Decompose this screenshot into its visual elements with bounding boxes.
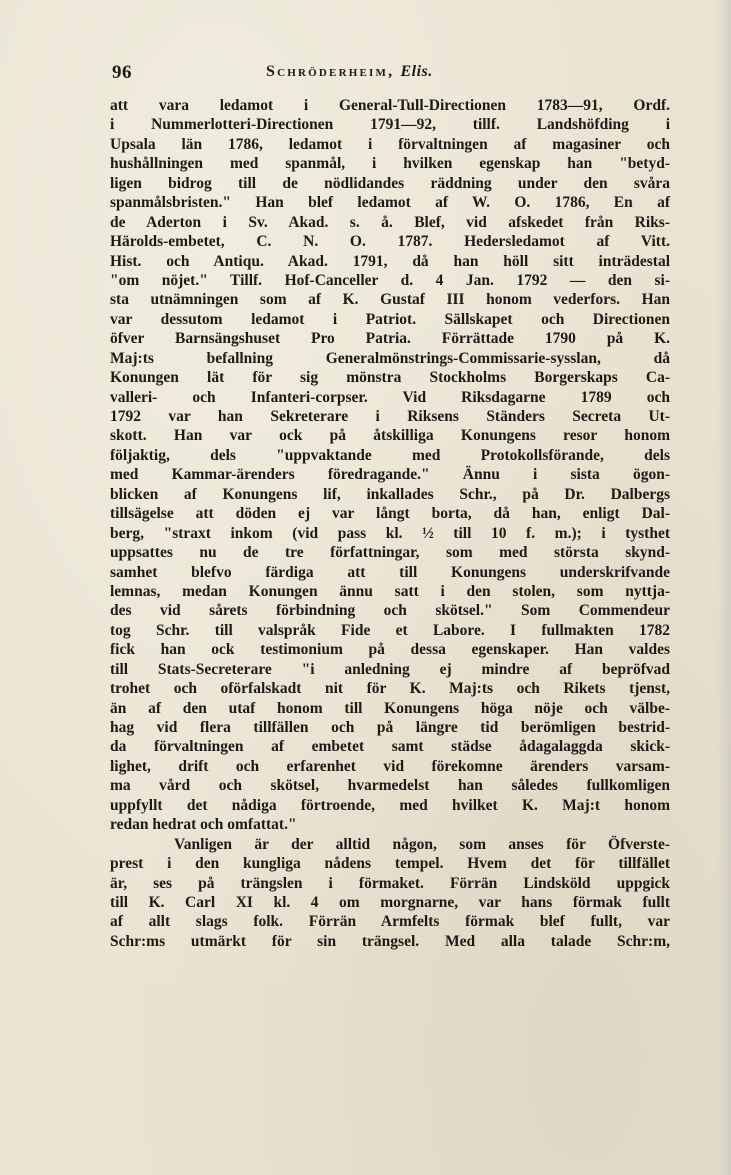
text-line: af allt slags folk. Förrän Armfelts förmak blef fullt, var (110, 913, 670, 931)
text-line: tillsägelse att döden ej var långt borta, då han, enligt Dal- (110, 505, 670, 523)
text-line: redan hedrat och omfattat." (110, 816, 297, 834)
text-line: Vanligen är der alltid någon, som anses för Öfverste- (174, 835, 670, 853)
text-line: uppsattes nu de tre författningar, som med största skynd- (110, 544, 670, 562)
text-line: valleri- och Infanteri-corpser. Vid Riksdagarne 1789 och (110, 388, 670, 406)
text-line: tog Schr. till valspråk Fide et Labore. I fullmakten 1782 (110, 621, 670, 639)
text-line: 1792 var han Sekreterare i Riksens Ständers Secreta Ut- (110, 408, 670, 425)
text-line: berg, "straxt inkom (vid pass kl. ½ till 10 f. m.); i tysthet (110, 524, 670, 542)
text-line: hushållningen med spanmål, i hvilken egenskap han "betyd- (110, 155, 670, 173)
text-line: des vid sårets förbindning och skötsel." Som Commendeur (110, 602, 670, 620)
text-line: sta utnämningen som af K. Gustaf III honom vederfors. Han (110, 291, 670, 309)
text-line: uppfyllt det nådiga förtroende, med hvilket K. Maj:t honom (110, 796, 670, 814)
text-line: till Stats-Secreterare "i anledning ej mindre af bepröfvad (110, 660, 670, 678)
text-line: "om nöjet." Tillf. Hof-Canceller d. 4 Jan. 1792 — den si- (110, 271, 670, 289)
body-text (110, 96, 670, 951)
text-line: skott. Han var ock på åtskilliga Konungens resor honom (110, 427, 670, 445)
text-line: hag vid flera tillfällen och på längre tid berömligen bestrid- (110, 719, 670, 736)
text-line: Härolds-embetet, C. N. O. 1787. Hedersledamot af Vitt. (110, 233, 670, 251)
text-line: lighet, drift och erfarenhet vid förekomne ärenders varsam- (110, 757, 670, 775)
text-line: da förvaltningen af embetet samt städse ådagalaggda skick- (110, 738, 670, 756)
text-line: de Aderton i Sv. Akad. s. å. Blef, vid afskedet från Riks- (110, 213, 670, 231)
text-line: till K. Carl XI kl. 4 om morgnarne, var hans förmak fullt (110, 893, 670, 911)
text-line: följaktig, dels "uppvaktande med Protokollsförande, dels (110, 446, 670, 464)
text-line: var dessutom ledamot i Patriot. Sällskapet och Directionen (110, 310, 670, 328)
text-line: Maj:ts befallning Generalmönstrings-Commissarie-sysslan, då (110, 349, 670, 367)
text-line: är, ses på trängslen i förmaket. Förrän Lindsköld uppgick (110, 874, 670, 892)
text-line: ma vård och skötsel, hvarmedelst han således fullkomligen (110, 777, 670, 795)
text-line: lemnas, medan Konungen ännu satt i den stolen, som nyttja- (110, 582, 670, 600)
text-line: trohet och oförfalskadt nit för K. Maj:ts och Rikets tjenst, (110, 680, 670, 698)
running-head-given-name: Elis. (400, 63, 433, 80)
text-line: Upsala län 1786, ledamot i förvaltningen af magasiner och (110, 135, 670, 153)
text-line: blicken af Konungens lif, inkallades Schr., på Dr. Dalbergs (110, 485, 670, 503)
page-header (112, 62, 672, 84)
text-line: ligen bidrog till de nödlidandes räddning under den svåra (110, 174, 670, 192)
text-line: att vara ledamot i General-Tull-Directionen 1783—91, Ordf. (110, 97, 670, 114)
text-line: öfver Barnsängshuset Pro Patria. Förrättade 1790 på K. (110, 330, 670, 348)
text-line: Schr:ms utmärkt för sin trängsel. Med alla talade Schr:m, (110, 932, 670, 950)
running-head (266, 63, 433, 81)
text-line: med Kammar-ärenders föredragande." Ännu i sista ögon- (110, 466, 670, 484)
text-line: fick han ock testimonium på dessa egenskaper. Han valdes (110, 641, 670, 659)
text-line: samhet blefvo färdiga att till Konungens underskrifvande (110, 563, 670, 581)
running-head-name: Schröderheim, (266, 63, 395, 80)
text-line: spanmålsbristen." Han blef ledamot af W. O. 1786, En af (110, 194, 670, 212)
page-number: 96 (112, 62, 132, 83)
text-line: Hist. och Antiqu. Akad. 1791, då han höll sitt inträdestal (110, 252, 670, 270)
text-line: Konungen lät för sig mönstra Stockholms Borgerskaps Ca- (110, 369, 670, 387)
text-line: prest i den kungliga nådens tempel. Hvem det för tillfället (110, 855, 670, 873)
text-line: i Nummerlotteri-Directionen 1791—92, tillf. Landshöfding i (110, 116, 670, 134)
page-edge-shadow (717, 0, 731, 1175)
text-line: än af den utaf honom till Konungens höga nöje och välbe- (110, 699, 670, 717)
